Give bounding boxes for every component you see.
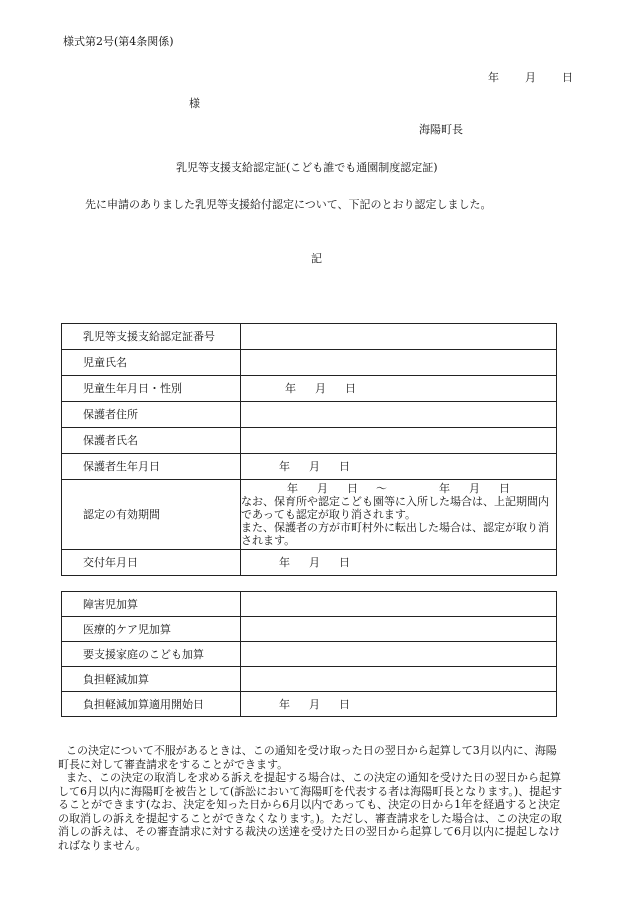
- table-row: [62, 642, 557, 667]
- row-label-child-birth-sex: 児童生年月日・性別: [62, 376, 241, 402]
- notice-paragraph-lawsuit: [58, 771, 564, 852]
- date-day: 日: [562, 71, 573, 84]
- row-label-guardian-birth: 保護者生年月日: [62, 454, 241, 480]
- row-label-medical-care-addon: 医療的ケア児加算: [62, 617, 241, 642]
- table-row: [62, 428, 557, 454]
- period-end-year: 年: [439, 482, 450, 495]
- ymd-day: 日: [339, 697, 350, 711]
- period-start-year: 年: [287, 482, 298, 495]
- period-start-day: 日: [347, 482, 358, 495]
- guardian-address-value: [241, 402, 557, 428]
- notice-text-lawsuit: また、この決定の取消しを求める訴えを提起する場合は、この決定の通知を受けた日の翌日から起算して6月以内に海陽町を被告として(訴訟において海陽町を代表する者は海陽町長となります。)、提起することができます(なお、決定を知った日から6月以内であっても、決定の日から1年を経過すると決定の取消しの訴えを提起することができなくなります。)。ただし、審査請求をした場合は、この決定の取消しの訴えは、その審査請求に対する裁決の送達を受けた日の翌日から起算して6月以内に提起しなければなりません。: [58, 771, 563, 852]
- intro-text: 先に申請のありました乳児等支援給付認定について、下記のとおり認定しました。: [85, 198, 492, 211]
- row-label-child-name: 児童氏名: [62, 350, 241, 376]
- table-row: [62, 617, 557, 642]
- guardian-name-value: [241, 428, 557, 454]
- date-month: 月: [525, 71, 536, 84]
- ymd-day: 日: [339, 460, 350, 473]
- row-label-issue-date: 交付年月日: [62, 550, 241, 576]
- child-birth-value: [241, 376, 557, 402]
- table-row: [62, 376, 557, 402]
- guardian-birth-value: [241, 454, 557, 480]
- table-row: [62, 592, 557, 617]
- ymd-day: 日: [345, 382, 356, 395]
- issue-date-value: [241, 550, 557, 576]
- table-row: [62, 480, 557, 550]
- table-row: [62, 324, 557, 350]
- notice-paragraph-review: [58, 744, 564, 771]
- row-label-guardian-name: 保護者氏名: [62, 428, 241, 454]
- document-title: 乳児等支援支給認定証(こども誰でも通園制度認定証): [176, 161, 438, 174]
- period-end-day: 日: [499, 482, 510, 495]
- notice-text-review: この決定について不服があるときは、この通知を受け取った日の翌日から起算して3月以内に、海陽町長に対して審査請求をすることができます。: [58, 744, 557, 771]
- support-family-addon-value: [241, 642, 557, 667]
- row-label-valid-period: 認定の有効期間: [62, 480, 241, 550]
- child-name-value: [241, 350, 557, 376]
- burden-start-date-value: [241, 692, 557, 717]
- row-label-guardian-address: 保護者住所: [62, 402, 241, 428]
- table-row: [62, 692, 557, 717]
- period-start-month: 月: [317, 482, 328, 495]
- date-year: 年: [488, 71, 499, 84]
- burden-reduction-value: [241, 667, 557, 692]
- ymd-day: 日: [339, 556, 350, 569]
- medical-care-addon-value: [241, 617, 557, 642]
- issue-date-line: [488, 71, 573, 85]
- disability-addon-value: [241, 592, 557, 617]
- ymd-month: 月: [309, 460, 320, 473]
- row-label-cert-number: 乳児等支援支給認定証番号: [62, 324, 241, 350]
- period-tilde: ～: [376, 482, 387, 495]
- period-note-admission: なお、保育所や認定こども園等に入所した場合は、上記期間内であっても認定が取り消されます。: [241, 495, 549, 521]
- table-row: [62, 550, 557, 576]
- appeal-notice: [58, 744, 564, 852]
- form-number: 様式第2号(第4条関係): [63, 35, 174, 48]
- valid-period-value: [241, 480, 557, 550]
- ymd-year: 年: [279, 460, 290, 473]
- period-note-moveout: また、保護者の方が市町村外に転出した場合は、認定が取り消されます。: [241, 521, 549, 547]
- ymd-month: 月: [309, 556, 320, 569]
- table-row: [62, 402, 557, 428]
- ymd-year: 年: [279, 556, 290, 569]
- ymd-month: 月: [315, 382, 326, 395]
- table-row: [62, 454, 557, 480]
- cert-number-value: [241, 324, 557, 350]
- issuer-name: 海陽町長: [419, 123, 463, 136]
- ymd-month: 月: [309, 697, 320, 711]
- addon-table: [61, 591, 557, 717]
- row-label-support-family-addon: 要支援家庭のこども加算: [62, 642, 241, 667]
- row-label-disability-addon: 障害児加算: [62, 592, 241, 617]
- period-range: [241, 482, 556, 495]
- ymd-year: 年: [285, 382, 296, 395]
- period-end-month: 月: [469, 482, 480, 495]
- ki-heading: 記: [311, 252, 322, 265]
- row-label-burden-start-date: 負担軽減加算適用開始日: [62, 692, 241, 717]
- table-row: [62, 350, 557, 376]
- row-label-burden-reduction: 負担軽減加算: [62, 667, 241, 692]
- table-row: [62, 667, 557, 692]
- ymd-year: 年: [279, 697, 290, 711]
- addressee-honorific: 様: [189, 97, 200, 110]
- certification-table: [61, 323, 557, 576]
